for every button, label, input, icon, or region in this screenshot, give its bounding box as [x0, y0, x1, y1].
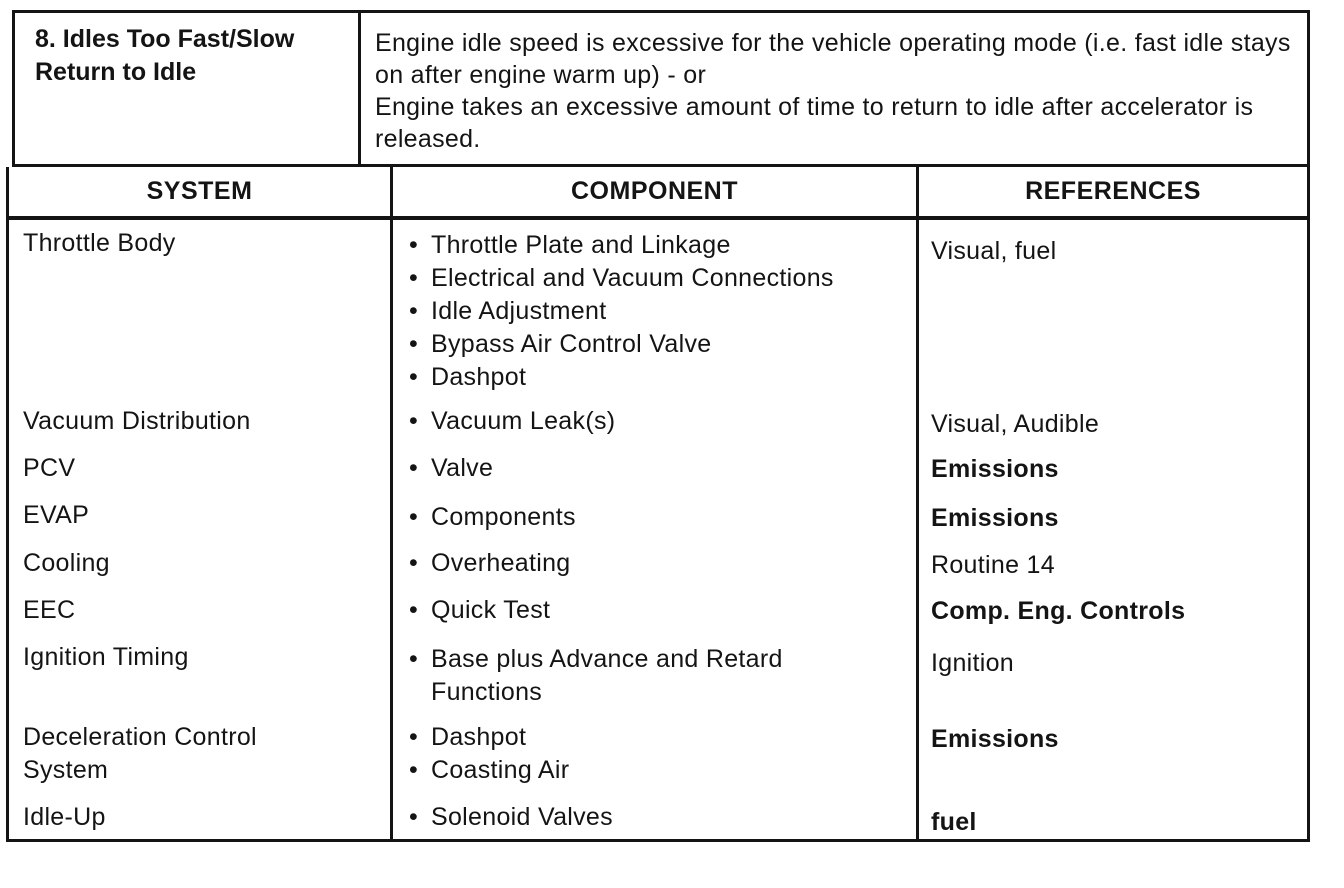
bullet-icon: •	[409, 363, 419, 391]
component-label: Bypass Air Control Valve	[431, 330, 712, 358]
reference-cell: Routine 14	[931, 551, 1055, 579]
diagnostic-table-sheet	[6, 10, 1310, 842]
component-item	[407, 721, 907, 754]
bullet-icon: •	[409, 645, 419, 673]
component-label: Idle Adjustment	[431, 297, 607, 325]
component-label: Solenoid Valves	[431, 803, 613, 831]
column-header-system: SYSTEM	[146, 177, 253, 205]
symptom-title: 8. Idles Too Fast/Slow Return to Idle	[15, 13, 361, 164]
component-label: Components	[431, 503, 576, 531]
component-label: Dashpot	[431, 723, 527, 751]
component-item	[407, 754, 907, 787]
component-item	[407, 547, 907, 580]
bullet-icon: •	[409, 454, 419, 482]
component-label: Electrical and Vacuum Connections	[431, 264, 834, 292]
component-label: Quick Test	[431, 596, 551, 624]
bullet-icon: •	[409, 330, 419, 358]
system-cell: Idle-Up	[23, 803, 106, 831]
reference-cell: Emissions	[931, 725, 1059, 753]
component-item	[407, 594, 907, 627]
reference-cell: Visual, fuel	[931, 237, 1057, 265]
bullet-icon: •	[409, 231, 419, 259]
symptom-description	[361, 13, 1307, 164]
column-header-component: COMPONENT	[571, 177, 738, 205]
bullet-icon: •	[409, 549, 419, 577]
component-label: Base plus Advance and Retard Functions	[431, 645, 783, 706]
component-cell	[407, 594, 907, 627]
system-cell: Cooling	[23, 549, 110, 577]
reference-cell: Comp. Eng. Controls	[931, 597, 1186, 625]
system-cell: Vacuum Distribution	[23, 407, 251, 435]
component-label: Throttle Plate and Linkage	[431, 231, 731, 259]
bullet-icon: •	[409, 407, 419, 435]
component-item	[407, 452, 907, 485]
reference-cell: Emissions	[931, 455, 1059, 483]
component-item	[407, 328, 907, 361]
symptom-description-line-2: Engine takes an excessive amount of time to return to idle after accelerator is released.	[375, 93, 1254, 153]
system-cell: Deceleration Control System	[23, 723, 257, 784]
component-cell	[407, 643, 907, 709]
symptom-description-line-1: Engine idle speed is excessive for the vehicle operating mode (i.e. fast idle stays on after engine warm up) - or	[375, 29, 1291, 89]
column-divider	[916, 167, 919, 839]
bullet-icon: •	[409, 803, 419, 831]
bullet-icon: •	[409, 723, 419, 751]
header-divider	[9, 216, 1307, 220]
component-cell	[407, 801, 907, 834]
reference-cell: Visual, Audible	[931, 410, 1100, 438]
component-item	[407, 801, 907, 834]
system-cell: Throttle Body	[23, 229, 176, 257]
system-cell: Ignition Timing	[23, 643, 189, 671]
component-label: Coasting Air	[431, 756, 570, 784]
bullet-icon: •	[409, 264, 419, 292]
component-label: Valve	[431, 454, 494, 482]
bullet-icon: •	[409, 756, 419, 784]
component-cell	[407, 452, 907, 485]
bullet-icon: •	[409, 596, 419, 624]
reference-cell: Ignition	[931, 649, 1015, 677]
component-cell	[407, 501, 907, 534]
component-cell	[407, 405, 907, 438]
bullet-icon: •	[409, 503, 419, 531]
reference-cell: Emissions	[931, 504, 1059, 532]
diagnosis-table	[6, 167, 1310, 842]
column-divider	[390, 167, 393, 839]
component-item	[407, 262, 907, 295]
component-item	[407, 295, 907, 328]
component-item	[407, 405, 907, 438]
component-label: Dashpot	[431, 363, 527, 391]
component-label: Overheating	[431, 549, 571, 577]
component-cell	[407, 721, 907, 787]
bullet-icon: •	[409, 297, 419, 325]
component-item	[407, 361, 907, 394]
symptom-header	[12, 10, 1310, 167]
component-label: Vacuum Leak(s)	[431, 407, 616, 435]
column-header-references: REFERENCES	[1025, 177, 1201, 205]
system-cell: EEC	[23, 596, 76, 624]
component-cell	[407, 547, 907, 580]
component-cell	[407, 229, 907, 394]
system-cell: PCV	[23, 454, 76, 482]
reference-cell: fuel	[931, 808, 977, 836]
component-item	[407, 229, 907, 262]
component-item	[407, 643, 907, 709]
component-item	[407, 501, 907, 534]
system-cell: EVAP	[23, 501, 90, 529]
